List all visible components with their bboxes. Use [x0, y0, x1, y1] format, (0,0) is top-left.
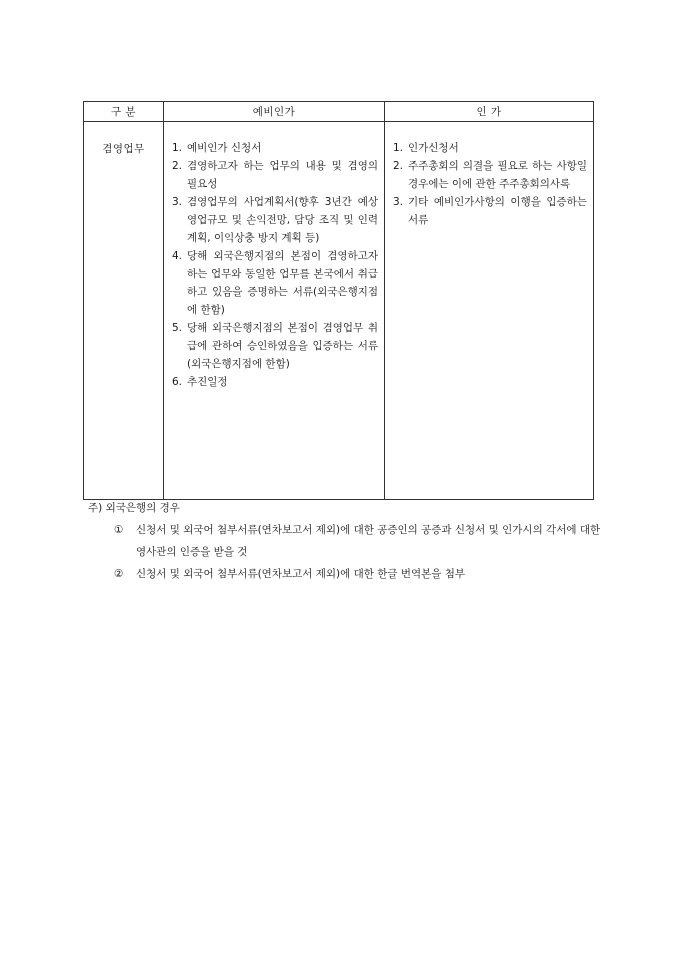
- list-item: [172, 157, 378, 193]
- note-item: [88, 563, 603, 585]
- item-number: 2.: [393, 160, 404, 172]
- note-marker: ①: [114, 524, 124, 536]
- item-number: 5.: [172, 322, 183, 334]
- header-preliminary: 예비인가: [164, 102, 385, 122]
- item-number: 4.: [172, 250, 183, 262]
- item-text: 겸영업무의 사업계획서(향후 3년간 예상 영업규모 및 손익전망, 담당 조직 및 인력계획, 이익상충 방지 계획 등): [187, 196, 378, 244]
- list-item: [172, 139, 378, 157]
- note-item: [88, 519, 603, 563]
- item-text: 예비인가 신청서: [187, 142, 262, 154]
- table-header-row: [84, 102, 594, 122]
- item-number: 3.: [172, 196, 183, 208]
- list-item: [172, 193, 378, 247]
- list-item: [393, 157, 587, 193]
- approval-list: [393, 139, 587, 229]
- preliminary-cell: [164, 122, 385, 500]
- item-text: 당해 외국은행지점의 본점이 겸영업무 취급에 관하여 승인하였음을 입증하는 서류(외국은행지점에 한함): [187, 322, 378, 370]
- category-cell: 겸영업무: [84, 122, 164, 500]
- item-text: 인가신청서: [408, 142, 459, 154]
- list-item: [393, 139, 587, 157]
- notes-list: [88, 519, 603, 585]
- item-text: 겸영하고자 하는 업무의 내용 및 겸영의 필요성: [187, 160, 378, 190]
- note-marker: ②: [114, 568, 124, 580]
- preliminary-list: [172, 139, 378, 391]
- note-text: 신청서 및 외국어 첨부서류(연차보고서 제외)에 대한 공증인의 공증과 신청서 및 인가시의 각서에 대한 영사관의 인증을 받을 것: [136, 524, 601, 558]
- requirements-table: [83, 101, 594, 500]
- list-item: [172, 247, 378, 319]
- item-number: 1.: [393, 142, 404, 154]
- item-text: 기타 예비인가사항의 이행을 입증하는 서류: [408, 196, 587, 226]
- notes-title: 주) 외국은행의 경우: [88, 502, 180, 514]
- table-row: [84, 122, 594, 500]
- header-category: 구 분: [84, 102, 164, 122]
- item-text: 추진일정: [187, 376, 228, 388]
- approval-cell: [385, 122, 594, 500]
- list-item: [172, 373, 378, 391]
- list-item: [393, 193, 587, 229]
- item-text: 당해 외국은행지점의 본점이 겸영하고자 하는 업무와 동일한 업무를 본국에서 취급하고 있음을 증명하는 서류(외국은행지점에 한함): [187, 250, 378, 316]
- notes-section: [88, 497, 603, 585]
- item-number: 1.: [172, 142, 183, 154]
- note-text: 신청서 및 외국어 첨부서류(연차보고서 제외)에 대한 한글 번역본을 첨부: [136, 568, 466, 580]
- item-number: 2.: [172, 160, 183, 172]
- item-number: 6.: [172, 376, 183, 388]
- item-text: 주주총회의 의결을 필요로 하는 사항일 경우에는 이에 관한 주주총회의사록: [408, 160, 587, 190]
- item-number: 3.: [393, 196, 404, 208]
- list-item: [172, 319, 378, 373]
- header-approval: 인 가: [385, 102, 594, 122]
